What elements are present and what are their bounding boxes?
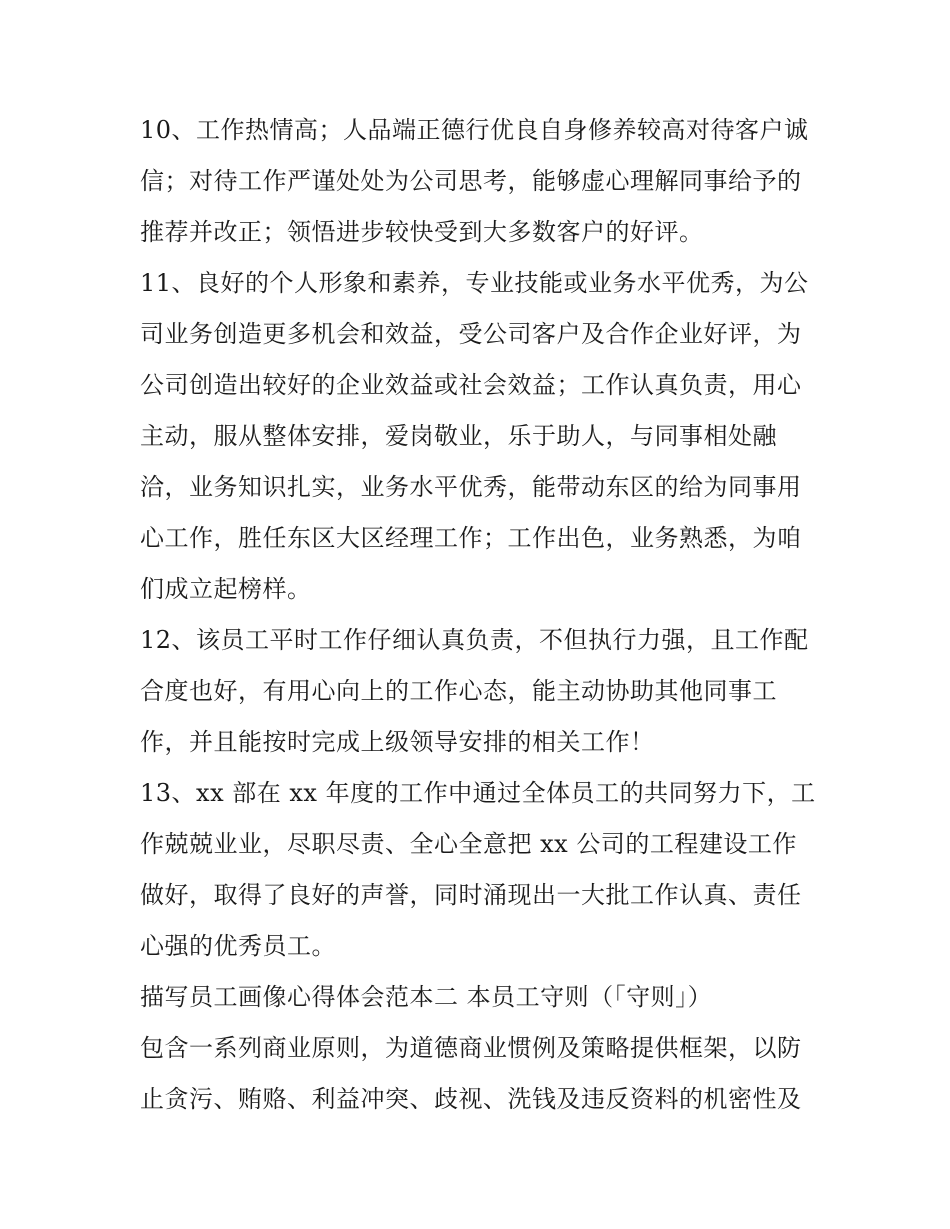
paragraph-10-line-2: 信；对待工作严谨处处为公司思考，能够虚心理解同事给予的 bbox=[140, 167, 802, 195]
paragraph-11-line-5: 洽，业务知识扎实，业务水平优秀，能带动东区的给为同事用 bbox=[140, 473, 802, 501]
paragraph-11-line-4: 主动，服从整体安排，爱岗敬业，乐于助人，与同事相处融 bbox=[140, 422, 777, 450]
paragraph-11-line-1: 11、良好的个人形象和素养，专业技能或业务水平优秀，为公 bbox=[140, 269, 809, 297]
paragraph-12-line-1: 12、该员工平时工作仔细认真负责，不但执行力强，且工作配 bbox=[140, 626, 809, 654]
section-heading: 描写员工画像心得体会范本二 本员工守则（「守则」） bbox=[140, 983, 713, 1011]
paragraph-12-line-3: 作，并且能按时完成上级领导安排的相关工作！ bbox=[140, 728, 655, 756]
paragraph-11-line-2: 司业务创造更多机会和效益，受公司客户及合作企业好评，为 bbox=[140, 320, 802, 348]
paragraph-10-line-3: 推荐并改正；领悟进步较快受到大多数客户的好评。 bbox=[140, 218, 704, 246]
paragraph-10-line-1: 10、工作热情高；人品端正德行优良自身修养较高对待客户诚 bbox=[140, 116, 809, 144]
paragraph-13-line-4: 心强的优秀员工。 bbox=[140, 932, 336, 960]
paragraph-rules-line-2: 止贪污、贿赂、利益冲突、歧视、洗钱及违反资料的机密性及 bbox=[140, 1085, 802, 1113]
paragraph-11-line-6: 心工作，胜任东区大区经理工作；工作出色，业务熟悉，为咱 bbox=[140, 524, 802, 552]
paragraph-13-line-3: 做好，取得了良好的声誉，同时涌现出一大批工作认真、责任 bbox=[140, 881, 802, 909]
paragraph-11-line-3: 公司创造出较好的企业效益或社会效益；工作认真负责，用心 bbox=[140, 371, 802, 399]
paragraph-11-line-7: 们成立起榜样。 bbox=[140, 575, 312, 603]
paragraph-12-line-2: 合度也好，有用心向上的工作心态，能主动协助其他同事工 bbox=[140, 677, 777, 705]
paragraph-13-line-2: 作兢兢业业，尽职尽责、全心全意把 xx 公司的工程建设工作 bbox=[140, 830, 797, 858]
paragraph-rules-line-1: 包含一系列商业原则，为道德商业惯例及策略提供框架，以防 bbox=[140, 1034, 802, 1062]
paragraph-13-line-1: 13、xx 部在 xx 年度的工作中通过全体员工的共同努力下，工 bbox=[140, 779, 816, 807]
